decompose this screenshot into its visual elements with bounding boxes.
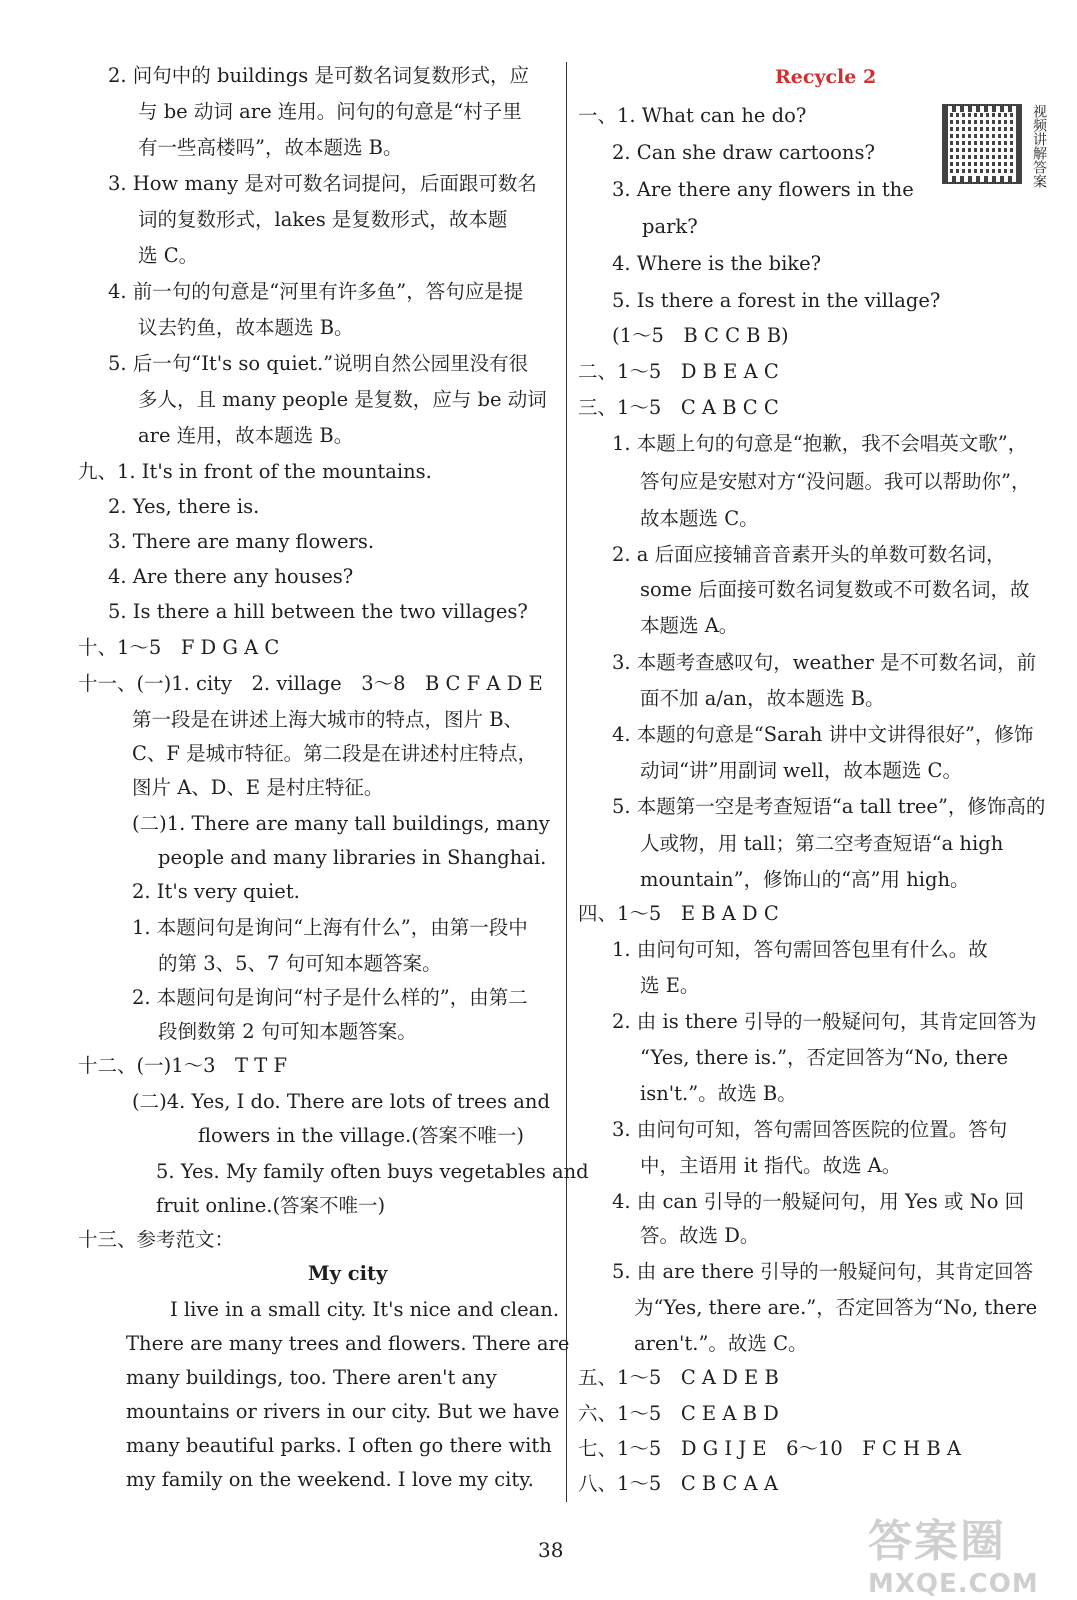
text-line: 故本题选 C。 xyxy=(640,507,759,530)
text-line: 为“Yes, there are.”，否定回答为“No, there xyxy=(634,1296,1038,1319)
text-line: 一、1. What can he do? xyxy=(578,104,807,127)
text-line: 段倒数第 2 句可知本题答案。 xyxy=(158,1020,417,1043)
text-line: 4. 本题的句意是“Sarah 讲中文讲得很好”，修饰 xyxy=(612,723,1034,746)
text-line: mountain”，修饰山的“高”用 high。 xyxy=(640,868,970,891)
column-divider xyxy=(566,62,567,1502)
text-line: 十一、(一)1. city 2. village 3～8 B C F A D E xyxy=(78,672,543,695)
text-line: 5. Yes. My family often buys vegetables and xyxy=(156,1160,589,1183)
text-line: (二)1. There are many tall buildings, many xyxy=(132,812,550,835)
text-line: 3. Are there any flowers in the xyxy=(612,178,914,201)
text-line: 七、1～5 D G I J E 6～10 F C H B A xyxy=(578,1437,961,1460)
text-line: 4. Are there any houses? xyxy=(108,565,354,588)
text-line: C、F 是城市特征。第二段是在讲述村庄特点， xyxy=(132,742,538,765)
text-line: 中，主语用 it 指代。故选 A。 xyxy=(640,1154,902,1177)
text-line: 图片 A、D、E 是村庄特征。 xyxy=(132,776,384,799)
section-title: Recycle 2 xyxy=(775,66,877,88)
text-line: 动词“讲”用副词 well，故本题选 C。 xyxy=(640,759,962,782)
text-line: 2. Yes, there is. xyxy=(108,495,260,518)
text-line: 与 be 动词 are 连用。问句的句意是“村子里 xyxy=(138,100,522,123)
text-line: 面不加 a/an，故本题选 B。 xyxy=(640,687,885,710)
text-line: 十、1～5 F D G A C xyxy=(78,636,280,659)
qr-label: 视频讲解答案 xyxy=(1031,104,1047,188)
text-line: 选 C。 xyxy=(138,244,199,267)
text-line: 2. It's very quiet. xyxy=(132,880,300,903)
text-line: 4. 前一句的句意是“河里有许多鱼”，答句应是提 xyxy=(108,280,524,303)
text-line: fruit online.(答案不唯一) xyxy=(156,1194,386,1217)
text-line: isn't.”。故选 B。 xyxy=(640,1082,797,1105)
text-line: people and many libraries in Shanghai. xyxy=(158,846,547,869)
text-line: 十三、参考范文： xyxy=(78,1228,235,1251)
text-line: “Yes, there is.”，否定回答为“No, there xyxy=(640,1046,1009,1069)
text-line: 2. a 后面应接辅音音素开头的单数可数名词， xyxy=(612,543,1006,566)
text-line: 四、1～5 E B A D C xyxy=(578,902,779,925)
page-number: 38 xyxy=(538,1538,564,1562)
text-line: 有一些高楼吗”，故本题选 B。 xyxy=(138,136,403,159)
text-line: (1～5 B C C B B) xyxy=(612,324,789,347)
text-line: 5. Is there a forest in the village? xyxy=(612,289,941,312)
text-line: 3. 由问句可知，答句需回答医院的位置。答句 xyxy=(612,1118,1008,1141)
text-line: 议去钓鱼，故本题选 B。 xyxy=(138,316,354,339)
text-line: some 后面接可数名词复数或不可数名词，故 xyxy=(640,578,1030,601)
text-line: 三、1～5 C A B C C xyxy=(578,396,779,419)
text-line: 4. Where is the bike? xyxy=(612,252,822,275)
text-line: 2. Can she draw cartoons? xyxy=(612,141,875,164)
text-line: 多人，且 many people 是复数，应与 be 动词 xyxy=(138,388,547,411)
essay-line: mountains or rivers in our city. But we have xyxy=(126,1400,560,1423)
text-line: 2. 由 is there 引导的一般疑问句，其肯定回答为 xyxy=(612,1010,1037,1033)
text-line: 5. 本题第一空是考查短语“a tall tree”，修饰高的 xyxy=(612,795,1046,818)
text-line: 1. 本题问句是询问“上海有什么”，由第一段中 xyxy=(132,916,528,939)
text-line: 3. There are many flowers. xyxy=(108,530,375,553)
text-line: 的第 3、5、7 句可知本题答案。 xyxy=(158,952,442,975)
text-line: 二、1～5 D B E A C xyxy=(578,360,779,383)
text-line: 八、1～5 C B C A A xyxy=(578,1472,778,1495)
text-line: 4. 由 can 引导的一般疑问句，用 Yes 或 No 回 xyxy=(612,1190,1025,1213)
essay-line: There are many trees and flowers. There are xyxy=(126,1332,570,1355)
text-line: 1. 由问句可知，答句需回答包里有什么。故 xyxy=(612,938,988,961)
text-line: 3. How many 是对可数名词提问，后面跟可数名 xyxy=(108,172,537,195)
qr-code-icon[interactable] xyxy=(942,104,1022,184)
text-line: 5. 后一句“It's so quiet.”说明自然公园里没有很 xyxy=(108,352,529,375)
essay-line: I live in a small city. It's nice and clean. xyxy=(170,1298,560,1321)
text-line: 2. 本题问句是询问“村子是什么样的”，由第二 xyxy=(132,986,528,1009)
text-line: 六、1～5 C E A B D xyxy=(578,1402,779,1425)
watermark-logo: 答案圈 xyxy=(868,1516,1006,1567)
text-line: 答句应是安慰对方“没问题。我可以帮助你”， xyxy=(640,470,1031,493)
essay-line: many buildings, too. There aren't any xyxy=(126,1366,497,1389)
text-line: 本题选 A。 xyxy=(640,614,739,637)
text-line: 答。故选 D。 xyxy=(640,1224,760,1247)
essay-title: My city xyxy=(308,1262,388,1285)
text-line: 十二、(一)1～3 T T F xyxy=(78,1054,287,1077)
text-line: aren't.”。故选 C。 xyxy=(634,1332,808,1355)
text-line: 5. Is there a hill between the two villages? xyxy=(108,600,528,623)
text-line: 第一段是在讲述上海大城市的特点，图片 B、 xyxy=(132,708,524,731)
essay-line: many beautiful parks. I often go there with xyxy=(126,1434,552,1457)
text-line: 九、1. It's in front of the mountains. xyxy=(78,460,432,483)
text-line: 3. 本题考查感叹句，weather 是不可数名词，前 xyxy=(612,651,1037,674)
essay-line: my family on the weekend. I love my city. xyxy=(126,1468,534,1491)
watermark xyxy=(868,1505,1063,1599)
text-line: 选 E。 xyxy=(640,974,700,997)
text-line: 词的复数形式，lakes 是复数形式，故本题 xyxy=(138,208,508,231)
text-line: are 连用，故本题选 B。 xyxy=(138,424,354,447)
text-line: flowers in the village.(答案不唯一) xyxy=(198,1124,524,1147)
text-line: 人或物，用 tall；第二空考查短语“a high xyxy=(640,832,1004,855)
text-line: 5. 由 are there 引导的一般疑问句，其肯定回答 xyxy=(612,1260,1034,1283)
watermark-url: MXQE.COM xyxy=(868,1569,1039,1599)
text-line: 2. 问句中的 buildings 是可数名词复数形式，应 xyxy=(108,64,529,87)
text-line: park? xyxy=(642,215,698,238)
text-line: (二)4. Yes, I do. There are lots of trees and xyxy=(132,1090,550,1113)
text-line: 1. 本题上句的句意是“抱歉，我不会唱英文歌”， xyxy=(612,432,1028,455)
text-line: 五、1～5 C A D E B xyxy=(578,1366,779,1389)
